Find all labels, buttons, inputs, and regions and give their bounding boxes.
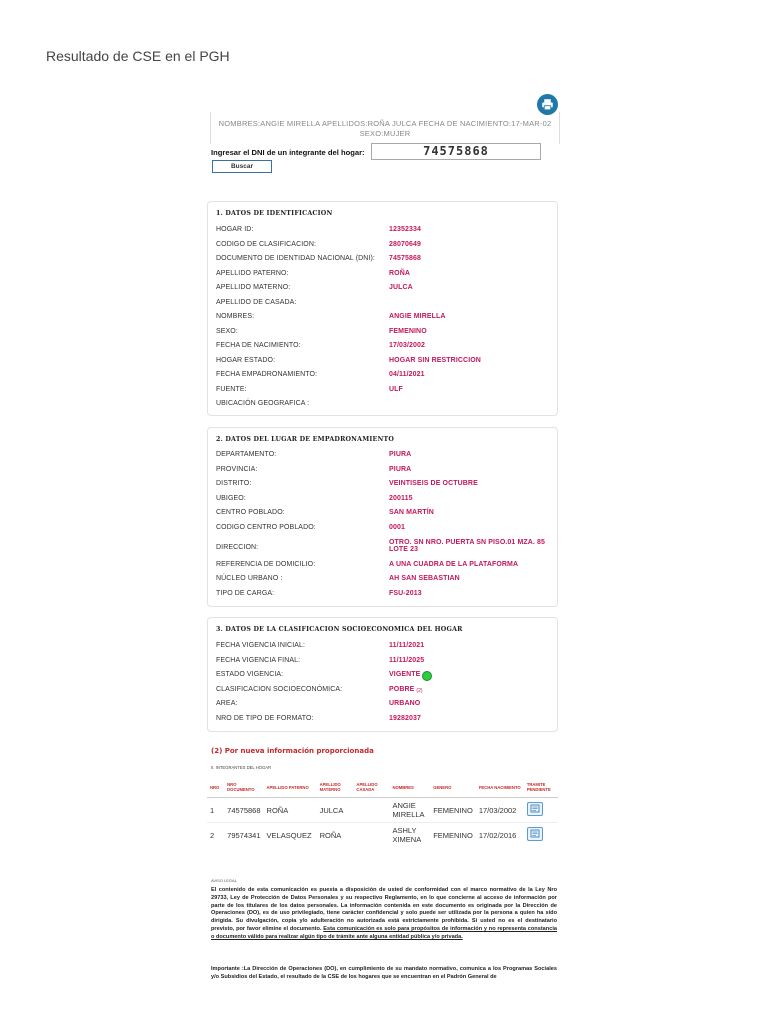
person-summary [210,112,560,144]
field-row [216,313,551,325]
field-label: FECHA VIGENCIA FINAL: [216,656,301,664]
field-row [216,715,551,727]
pending-procedure-cell [524,823,558,848]
field-row [216,386,551,398]
printer-icon [541,98,554,111]
section-identification [207,201,558,416]
member-fecha: 17/03/2002 [476,798,524,823]
field-label: FECHA VIGENCIA INICIAL: [216,642,306,649]
column-header: APELLIDO PATERNO [264,777,317,798]
field-value: AH SAN SEBASTIAN [389,575,460,583]
field-label: AREA: [216,700,238,707]
field-value: 11/11/2025 [389,656,425,664]
field-row [216,299,551,311]
field-label: HOGAR ID: [216,226,254,233]
column-header: NOMBRES [389,777,430,798]
section-location [207,427,558,607]
field-row [216,255,551,267]
member-doc: 74575868 [224,798,263,823]
field-row [216,575,551,587]
search-button[interactable]: Buscar [212,160,272,173]
field-row [216,657,551,669]
field-label: FUENTE: [216,385,247,393]
field-label: CODIGO CENTRO POBLADO: [216,524,316,531]
field-row [216,509,551,521]
field-label: REFERENCIA DE DOMICILIO: [216,560,316,568]
field-value: JULCA [389,284,413,291]
legal-notice-title: AVISO LEGAL [211,878,237,883]
field-value: 19282037 [389,714,421,722]
field-value: PIURA [389,465,412,473]
field-row [216,524,551,536]
field-value: FSU-2013 [389,589,422,597]
field-label: DOCUMENTO DE IDENTIDAD NACIONAL (DNI): [216,255,375,262]
field-label: HOGAR ESTADO: [216,356,276,364]
field-row [216,241,551,253]
column-header: GENERO [430,777,476,798]
field-row [216,539,551,551]
table-row [207,798,558,823]
field-label: APELLIDO PATERNO: [216,269,289,277]
field-label: PROVINCIA: [216,465,258,473]
field-value: 04/11/2021 [389,371,425,378]
field-row [216,270,551,282]
field-label: FECHA EMPADRONAMIENTO: [216,371,318,378]
field-value: 11/11/2021 [389,642,425,649]
column-header: FECHA NACIMIENTO [476,777,524,798]
field-label: APELLIDO MATERNO: [216,284,291,291]
member-paterno: ROÑA [264,798,317,823]
member-genero: FEMENINO [430,798,476,823]
field-label: CLASIFICACION SOCIOECONÓMICA: [216,685,343,693]
field-row [216,480,551,492]
field-value: 74575868 [389,255,421,262]
legal-notice-underlined: Esta comunicación es solo para propósitos de información y no representa constancia o documento válido para realizar algún tipo de trámite ante alguna entidad pública y/o privada. [211,925,557,940]
table-header-row [207,777,558,798]
footnote: (2) Por nueva información proporcionada [211,747,374,755]
dni-search-input[interactable]: 74575868 [371,143,541,160]
status-active-icon [422,671,432,681]
page-title: Resultado de CSE en el PGH [46,48,230,64]
field-label: TIPO DE CARGA: [216,589,275,597]
member-nombres: ANGIE MIRELLA [389,798,430,823]
field-value: OTRO. SN NRO. PUERTA SN PISO.01 MZA. 85 LOTE 23 [389,538,545,553]
column-header: APELLIDO CASADA [353,777,389,798]
field-row [216,642,551,654]
dni-search-label: Ingresar el DNI de un integrante del hogar: [211,148,365,157]
field-value: VIGENTE [389,671,421,678]
column-header: TRAMITE PENDIENTE [524,777,558,798]
field-label: ESTADO VIGENCIA: [216,671,284,678]
field-value: URBANO [389,700,421,707]
field-row [216,284,551,296]
member-fecha: 17/02/2016 [478,830,517,840]
legal-notice-body [211,887,557,942]
field-row [216,671,551,683]
field-value: VEINTISEIS DE OCTUBRE [389,480,478,488]
field-label: SEXO: [216,327,238,335]
field-label: DEPARTAMENTO: [216,451,277,458]
member-nro: 2 [210,830,215,840]
section-title: 1. DATOS DE IDENTIFICACION [216,210,333,217]
section-classification [207,617,558,732]
pending-procedure-cell [524,798,558,823]
field-value: 0001 [389,524,405,531]
legal-important-text: Importante :La Dirección de Operaciones (DO), en cumplimiento de su mandato normativo, comunica a los Programas Sociales y/o Subsidios del Estado, el resultado de la CSE de los hogares que se encuentran en el Padrón General de [211,966,557,980]
footnote-marker: (2) [416,687,423,694]
field-label: CODIGO DE CLASIFICACION: [216,240,317,248]
field-label: NRO DE TIPO DE FORMATO: [216,714,314,722]
field-value: 17/03/2002 [389,342,426,349]
field-row [216,328,551,340]
column-header: NRO DOCUMENTO [224,777,263,798]
person-summary-line2: SEXO:MUJER [359,129,411,138]
field-row [216,371,551,383]
legal-notice-text: El contenido de esta comunicación es puesta a disposición de usted de conformidad con el marco normativo de la Ley Nro 29733, Ley de Protección de Datos Personales y su respectivo Reglamento, en lo que concierne al acceso de información por parte de los titulares de los datos personales. La información contenida en este documento es originada por la Dirección de Operaciones (DO), es de uso privilegiado, tiene carácter confidencial y solo puede ser utilizada por la persona a quien ha sido dirigida. Su divulgación, copia y/o adulteración no autorizada está estrictamente prohibida. Si usted no es el destinatario previsto, por favor elimine el documento. [211,887,557,932]
field-row [216,561,551,573]
field-value: HOGAR SIN RESTRICCION [389,356,481,364]
field-label: FECHA DE NACIMIENTO: [216,342,301,349]
field-value: ULF [389,385,403,393]
field-value: FEMENINO [389,327,427,335]
field-row [216,495,551,507]
field-value: ROÑA [389,269,411,277]
field-row [216,357,551,369]
field-value: SAN MARTÍN [389,509,434,517]
field-label: DIRECCION: [216,543,259,551]
section-title: 3. DATOS DE LA CLASIFICACION SOCIOECONOMICA DEL HOGAR [216,626,463,633]
field-row [216,700,551,712]
field-value: 200115 [389,494,413,502]
members-title: II. INTEGRANTES DEL HOGAR [211,765,272,770]
field-row [216,226,551,238]
field-row [216,400,551,412]
field-row [216,686,551,698]
field-value: PIURA [389,451,412,458]
field-row [216,451,551,463]
field-row [216,342,551,354]
document-icon[interactable] [527,827,543,841]
field-value: A UNA CUADRA DE LA PLATAFORMA [389,560,519,568]
member-paterno: VELASQUEZ [266,830,312,840]
members-table [207,777,558,847]
document-icon[interactable] [527,802,543,816]
field-label: UBICACIÓN GEOGRAFICA : [216,400,310,407]
field-label: CENTRO POBLADO: [216,509,285,517]
member-nombres: ASHLY XIMENA [392,826,422,844]
section-title: 2. DATOS DEL LUGAR DE EMPADRONAMIENTO [216,436,395,443]
member-casada [353,823,389,848]
member-doc: 79574341 [227,830,261,840]
field-label: UBIGEO: [216,494,246,502]
field-row [216,466,551,478]
member-materno: JULCA [317,798,354,823]
field-label: DISTRITO: [216,480,252,488]
field-value: ANGIE MIRELLA [389,313,446,320]
field-value: POBRE [389,685,415,693]
member-nro: 1 [207,798,224,823]
field-label: NÚCLEO URBANO : [216,575,283,583]
field-value: 12352334 [389,226,421,233]
member-materno: ROÑA [319,830,342,840]
field-label: NOMBRES: [216,313,255,320]
table-row [207,823,558,848]
field-label: APELLIDO DE CASADA: [216,298,297,306]
column-header: NRO [207,777,224,798]
field-value: 28070649 [389,240,421,248]
column-header: APELLIDO MATERNO [317,777,354,798]
person-summary-line1: NOMBRES:ANGIE MIRELLA APELLIDOS:ROÑA JULCA FECHA DE NACIMIENTO:17-MAR-02 [218,119,552,128]
member-casada [353,798,389,823]
member-genero: FEMENINO [433,830,473,840]
field-row [216,590,551,602]
